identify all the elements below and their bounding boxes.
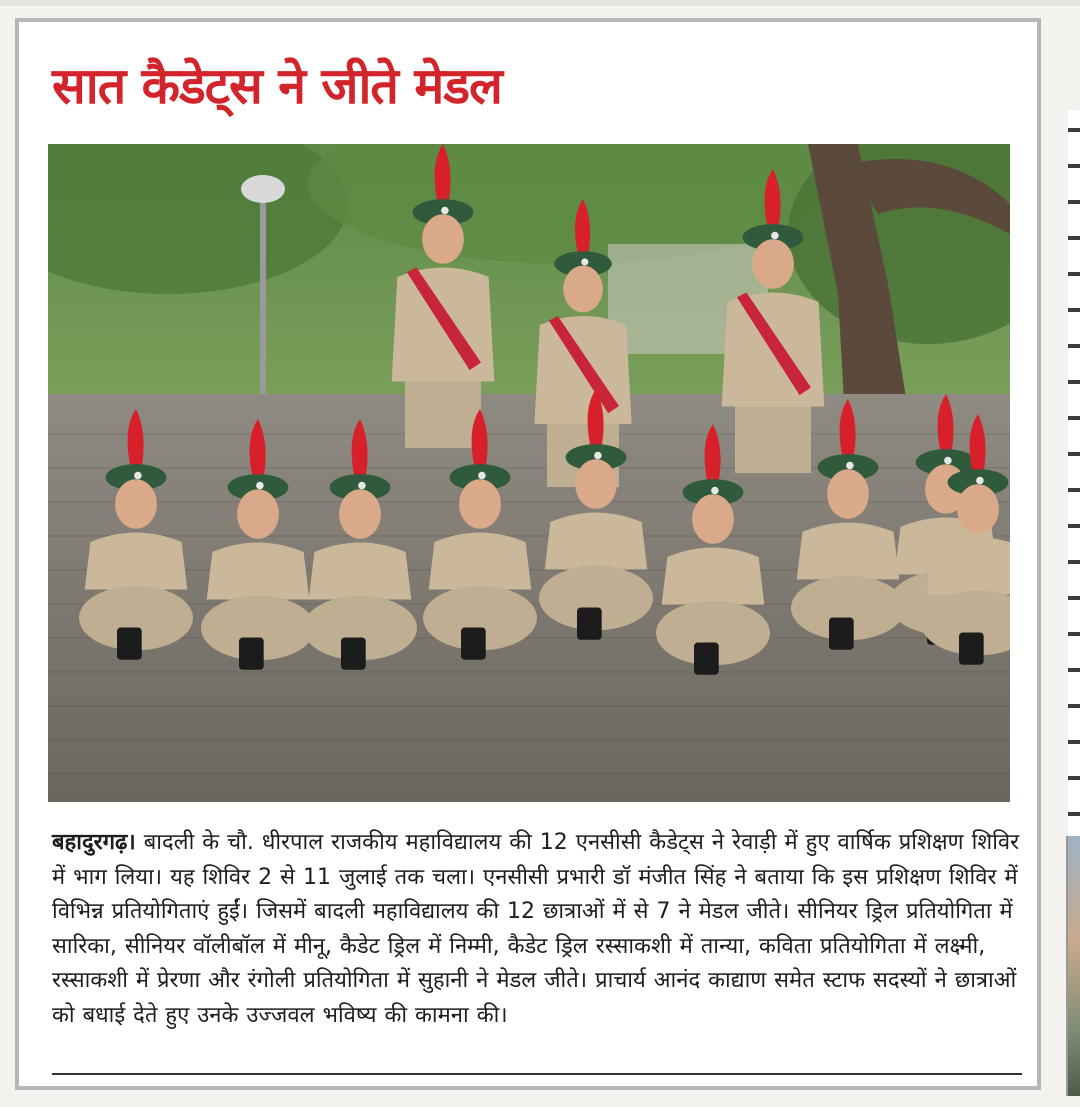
adjacent-column-text (1068, 110, 1080, 840)
bottom-rule (52, 1073, 1022, 1075)
news-photo (48, 144, 1010, 802)
article-body (52, 826, 1024, 1034)
cadets-group-photo (48, 144, 1010, 802)
page-edge (0, 0, 1080, 6)
article-headline: सात कैडेट्स ने जीते मेडल (52, 57, 502, 115)
article-dateline: बहादुरगढ़। (52, 830, 136, 855)
lamp-post (260, 194, 266, 394)
article-text: बादली के चौ. धीरपाल राजकीय महाविद्यालय की 12 एनसीसी कैडेट्स ने रेवाड़ी में हुए वार्षिक प्रशिक्षण शिविर में भाग लिया। यह शिविर 2 से 11 जुलाई तक चला। एनसीसी प्रभारी डॉ मंजीत सिंह ने बताया कि इस प्रशिक्षण शिविर में विभिन्न प्रतियोगिताएं हुईं। जिसमें बादली महाविद्यालय की 12 छात्राओं में से 7 ने मेडल जीते। सीनियर ड्रिल प्रतियोगिता में सारिका, सीनियर वॉलीबॉल में मीनू, कैडेट ड्रिल में निम्मी, कैडेट ड्रिल रस्साकशी में तान्या, कविता प्रतियोगिता में लक्ष्मी, रस्साकशी में प्रेरणा और रंगोली प्रतियोगिता में सुहानी ने मेडल जीते। प्राचार्य आनंद काद्याण समेत स्टाफ सदस्यों ने छात्राओं को बधाई देते हुए उनके उज्जवल भविष्य की कामना की। (52, 830, 1020, 1028)
adjacent-photo (1066, 836, 1080, 1096)
